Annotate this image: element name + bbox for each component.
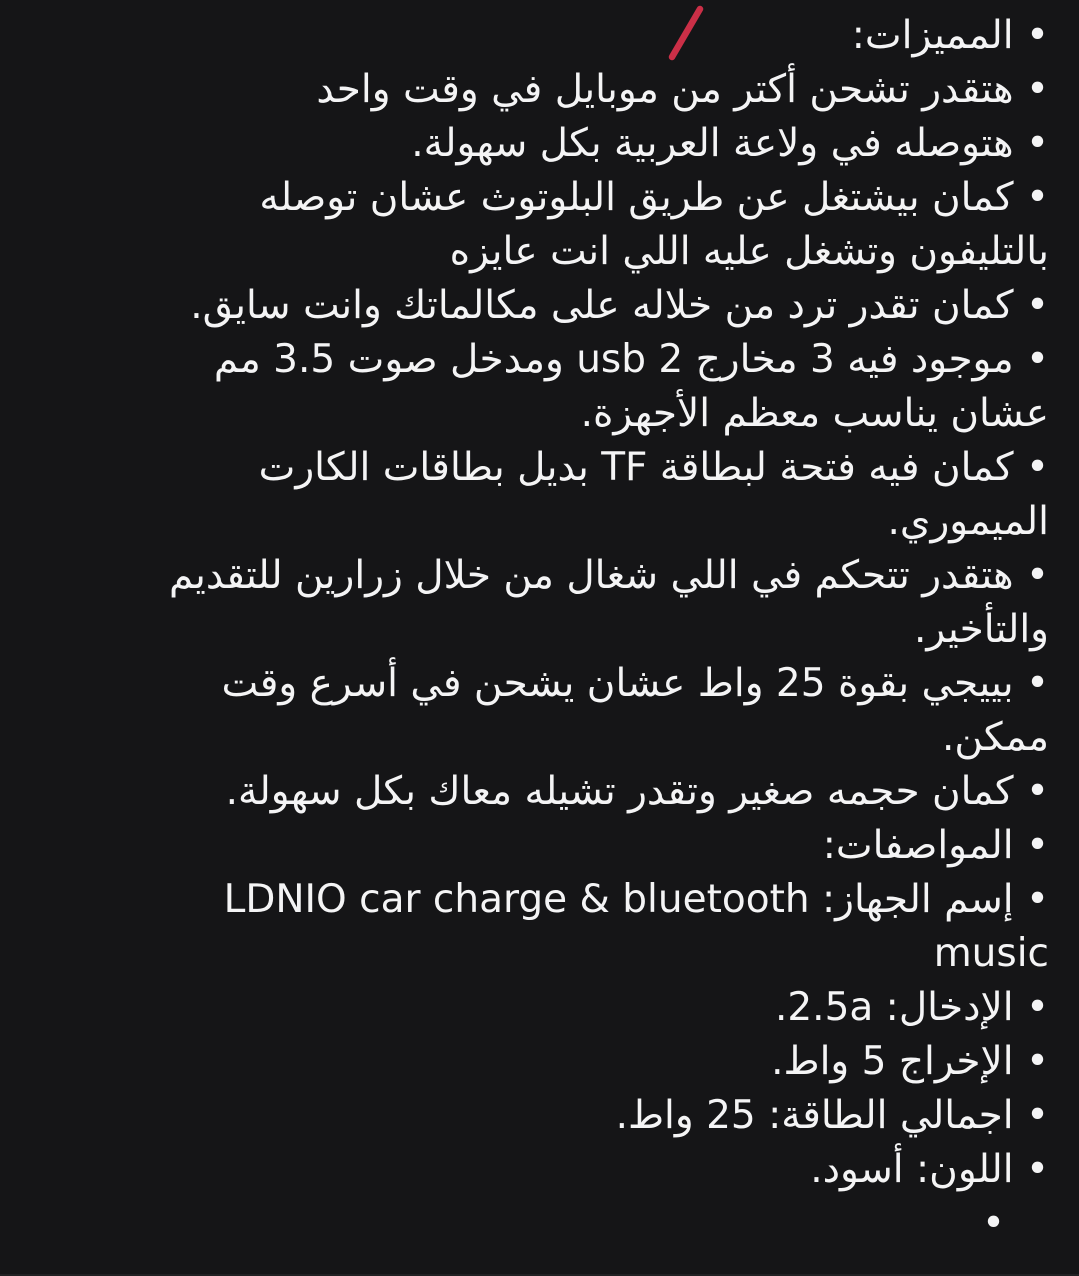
feature-line: • هتوصله في ولاعة العربية بكل سهولة. bbox=[411, 121, 1049, 166]
feature-line: • كمان فيه فتحة لبطاقة TF بديل بطاقات الكارت bbox=[258, 445, 1049, 490]
spec-color: • اللون: أسود. bbox=[810, 1147, 1049, 1192]
feature-line-continuation: والتأخير. bbox=[914, 607, 1049, 652]
feature-line: • هتقدر تتحكم في اللي شغال من خلال زرارين للتقديم bbox=[169, 553, 1049, 598]
product-description bbox=[0, 9, 1079, 1251]
feature-line: • كمان بيشتغل عن طريق البلوتوث عشان توصله bbox=[259, 175, 1049, 220]
feature-line: • كمان حجمه صغير وتقدر تشيله معاك بكل سهولة. bbox=[225, 769, 1049, 814]
specs-heading: • المواصفات: bbox=[822, 823, 1049, 868]
feature-line-continuation: الميموري. bbox=[887, 499, 1049, 544]
spec-output: • الإخراج 5 واط. bbox=[771, 1039, 1049, 1084]
feature-line-continuation: عشان يناسب معظم الأجهزة. bbox=[580, 391, 1049, 436]
feature-line: • موجود فيه 3 مخارج usb 2 ومدخل صوت 3.5 مم bbox=[213, 337, 1049, 382]
feature-line: • هتقدر تشحن أكتر من موبايل في وقت واحد bbox=[316, 67, 1049, 112]
trailing-bullet: • bbox=[981, 1201, 1005, 1246]
spec-input: • الإدخال: 2.5a. bbox=[774, 985, 1049, 1030]
feature-line-continuation: ممكن. bbox=[941, 715, 1049, 760]
features-heading: • المميزات: bbox=[851, 13, 1049, 58]
spec-device-name-continuation: music bbox=[933, 931, 1049, 976]
feature-line: • بييجي بقوة 25 واط عشان يشحن في أسرع وقت bbox=[221, 661, 1049, 706]
spec-device-name: • إسم الجهاز: LDNIO car charge & bluetooth bbox=[223, 877, 1049, 922]
feature-line-continuation: بالتليفون وتشغل عليه اللي انت عايزه bbox=[449, 229, 1049, 274]
feature-line: • كمان تقدر ترد من خلاله على مكالماتك وانت سايق. bbox=[190, 283, 1049, 328]
spec-total-power: • اجمالي الطاقة: 25 واط. bbox=[615, 1093, 1049, 1138]
